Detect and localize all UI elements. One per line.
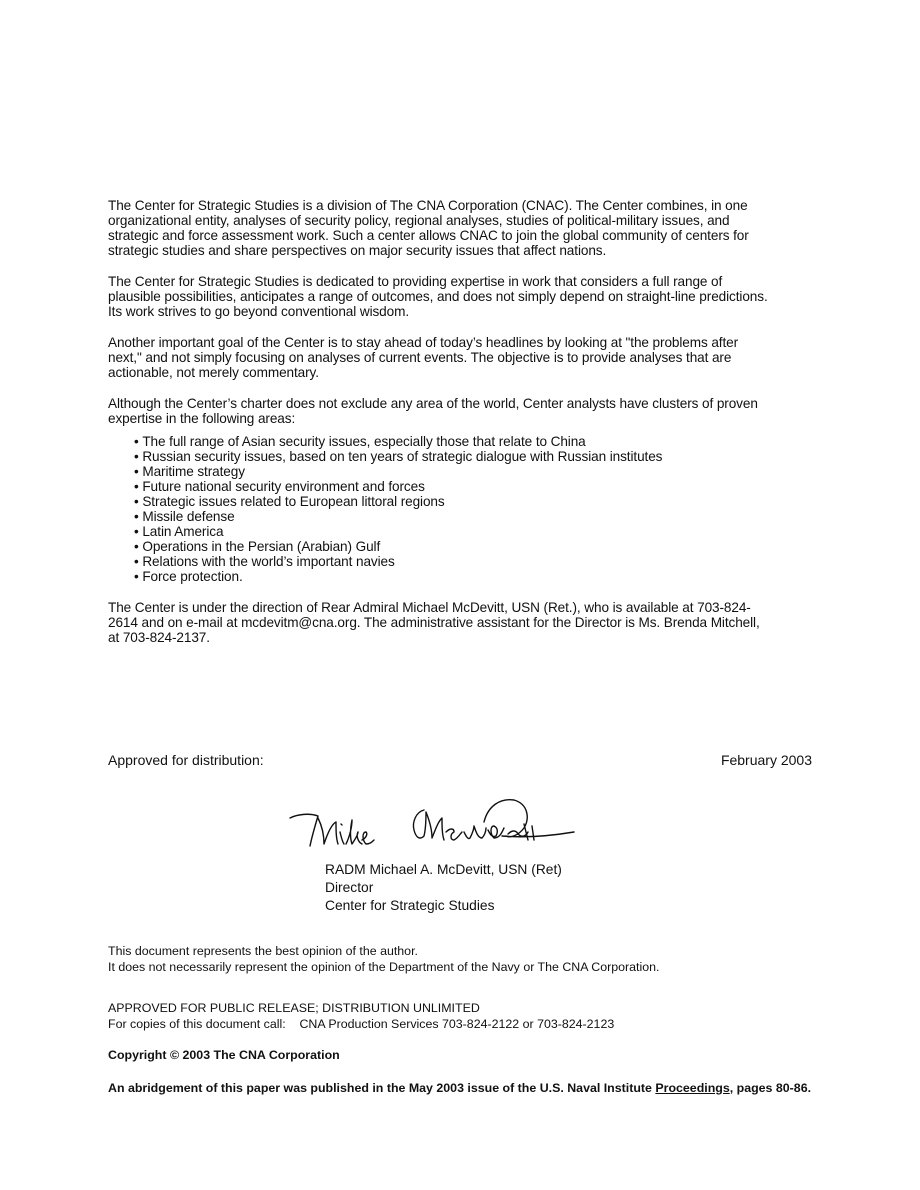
list-item: • Latin America <box>134 524 768 539</box>
paragraph-goal: Another important goal of the Center is to stay ahead of today’s headlines by looking at "the problems after next," and not simply focusing on analyses of current events. The objective is to provide analyses that are actionable, not merely commentary. <box>108 335 739 380</box>
list-item: • Russian security issues, based on ten years of strategic dialogue with Russian institutes <box>134 449 768 464</box>
release-line-1: APPROVED FOR PUBLIC RELEASE; DISTRIBUTION UNLIMITED <box>108 1001 480 1015</box>
list-item: • Relations with the world’s important navies <box>134 554 768 569</box>
approval-date: February 2003 <box>720 752 812 768</box>
intro-section <box>108 198 768 661</box>
proceedings-title: Proceedings <box>655 1081 730 1095</box>
paragraph-dedication: The Center for Strategic Studies is dedicated to providing expertise in work that considers a full range of plausible possibilities, anticipates a range of outcomes, and does not simply depend on straight-line predictions. Its work strives to go beyond conventional wisdom. <box>108 274 768 319</box>
signer-title: Director <box>325 880 374 895</box>
disclaimer <box>108 943 659 975</box>
list-item: • The full range of Asian security issues, especially those that relate to China <box>134 434 768 449</box>
list-item: • Missile defense <box>134 509 768 524</box>
signer-name: RADM Michael A. McDevitt, USN (Ret) <box>325 862 562 877</box>
list-item: • Force protection. <box>134 569 768 584</box>
release-notice <box>108 1000 614 1032</box>
paragraph-director: The Center is under the direction of Rear Admiral Michael McDevitt, USN (Ret.), who is available at 703-824-2614 and on e-mail at mcdevitm@cna.org. The administrative assistant for the Director is Ms. Brenda Mitchell, at 703-824-2137. <box>108 600 760 645</box>
abridgement-notice <box>108 1081 811 1095</box>
paragraph-charter: Although the Center’s charter does not exclude any area of the world, Center analysts have clusters of proven expertise in the following areas: <box>108 396 758 426</box>
expertise-list <box>108 434 768 584</box>
list-item: • Operations in the Persian (Arabian) Gulf <box>134 539 768 554</box>
release-line-2: For copies of this document call: CNA Production Services 703-824-2122 or 703-824-2123 <box>108 1017 615 1031</box>
signature-image <box>288 796 578 856</box>
signer-block <box>325 861 562 915</box>
abridgement-pages: , pages 80-86. <box>729 1081 812 1095</box>
abridgement-text: An abridgement of this paper was published in the May 2003 issue of the U.S. Naval Institute <box>108 1081 656 1095</box>
signer-organization: Center for Strategic Studies <box>325 898 495 913</box>
copyright-notice: Copyright © 2003 The CNA Corporation <box>108 1048 340 1062</box>
list-item: • Future national security environment and forces <box>134 479 768 494</box>
list-item: • Strategic issues related to European littoral regions <box>134 494 768 509</box>
disclaimer-line-1: This document represents the best opinion of the author. <box>108 944 418 958</box>
list-item: • Maritime strategy <box>134 464 768 479</box>
paragraph-division: The Center for Strategic Studies is a division of The CNA Corporation (CNAC). The Center combines, in one organizational entity, analyses of security policy, regional analyses, studies of political-military issues, and strategic and force assessment work. Such a center allows CNAC to join the global community of centers for strategic studies and share perspectives on major security issues that affect nations. <box>108 198 749 258</box>
disclaimer-line-2: It does not necessarily represent the opinion of the Department of the Navy or The CNA Corporation. <box>108 960 660 974</box>
approval-label: Approved for distribution: <box>108 752 264 768</box>
